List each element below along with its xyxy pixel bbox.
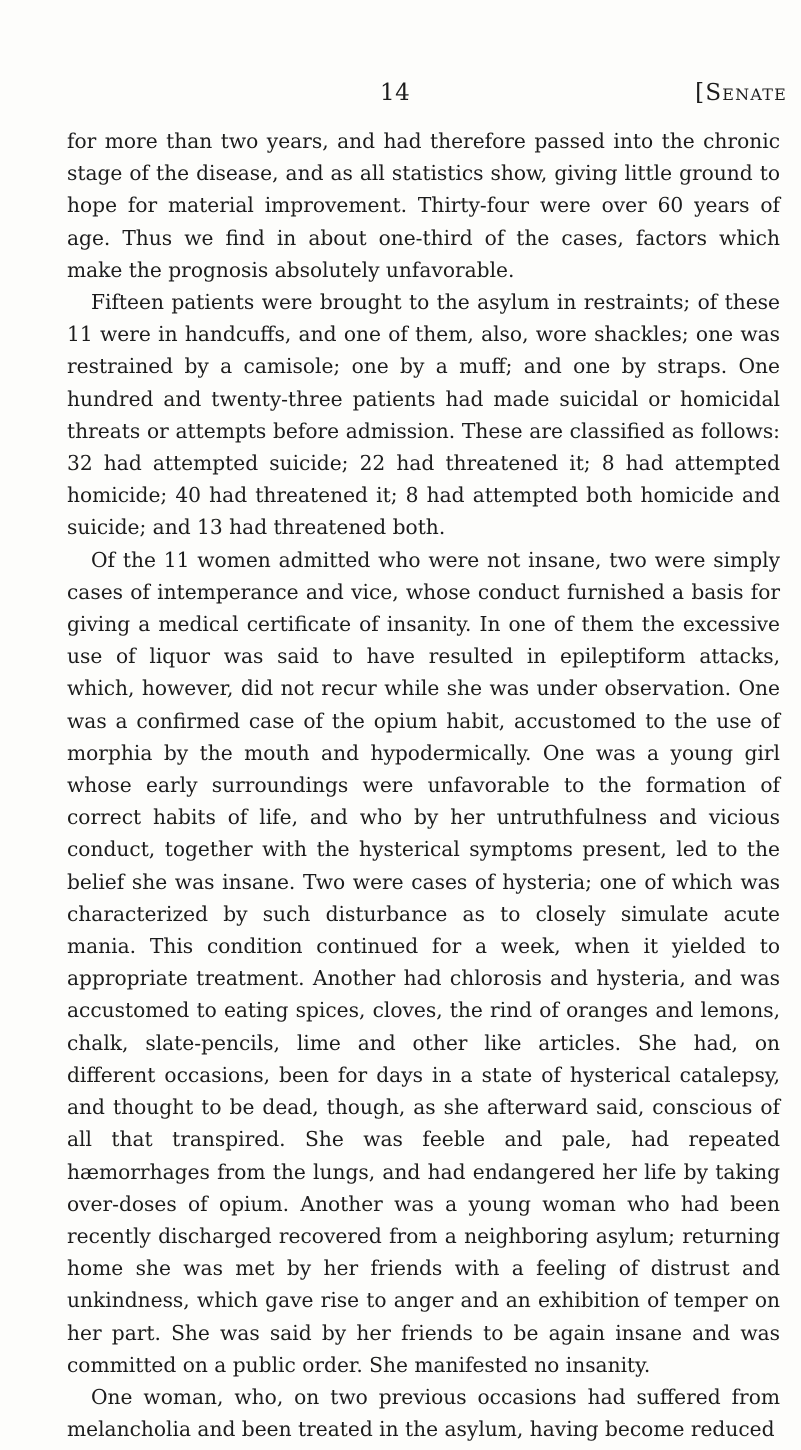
- page-header: [0, 80, 801, 110]
- page-number: 14: [380, 80, 411, 106]
- body-text: [67, 125, 780, 1445]
- running-head: [Senate: [695, 80, 787, 106]
- paragraph-restraints: Fifteen patients were brought to the asylum in restraints; of these 11 were in handcuffs, and one of them, also, wore shackles; one was restrained by a camisole; one by a muff; and one by straps. One hundred and twenty-three patients had made suicidal or homicidal threats or attempts before admission. These are classified as follows: 32 had attempted suicide; 22 had threatened it; 8 had attempted homicide; 40 had threatened it; 8 had attempted both homicide and suicide; and 13 had threatened both.: [67, 290, 780, 540]
- paragraph-continuation: for more than two years, and had therefore passed into the chronic stage of the disease, and as all statistics show, giving little ground to hope for material improvement. Thirty-four were over 60 years of age. Thus we find in about one-third of the cases, factors which make the prognosis absolutely unfavorable.: [67, 129, 780, 282]
- paragraph-melancholia: One woman, who, on two previous occasions had suffered from melancholia and been treated in the asylum, having become reduced: [67, 1384, 780, 1442]
- paragraph-not-insane: Of the 11 women admitted who were not insane, two were simply cases of intemperance and vice, whose conduct furnished a basis for giving a medical certificate of insanity. In one of them the excessive use of liquor was said to have resulted in epileptiform attacks, which, however, did not recur while she was under observation. One was a confirmed case of the opium habit, accustomed to the use of morphia by the mouth and hypodermically. One was a young girl whose early surroundings were unfavorable to the formation of correct habits of life, and who by her untruthfulness and vicious conduct, together with the hysterical symptoms present, led to the belief she was insane. Two were cases of hysteria; one of which was characterized by such disturbance as to closely simulate acute mania. This condition continued for a week, when it yielded to appropriate treatment. Another had chlorosis and hysteria, and was accustomed to eating spices, cloves, the rind of oranges and lemons, chalk, slate-pencils, lime and other like articles. She had, on different occasions, been for days in a state of hysterical catalepsy, and thought to be dead, though, as she afterward said, conscious of all that transpired. She was feeble and pale, had repeated hæmorrhages from the lungs, and had endangered her life by taking over-doses of opium. Another was a young woman who had been recently discharged recovered from a neighboring asylum; returning home she was met by her friends with a feeling of distrust and unkindness, which gave rise to anger and an exhibition of temper on her part. She was said by her friends to be again insane and was committed on a public order. She manifested no insanity.: [67, 547, 780, 1377]
